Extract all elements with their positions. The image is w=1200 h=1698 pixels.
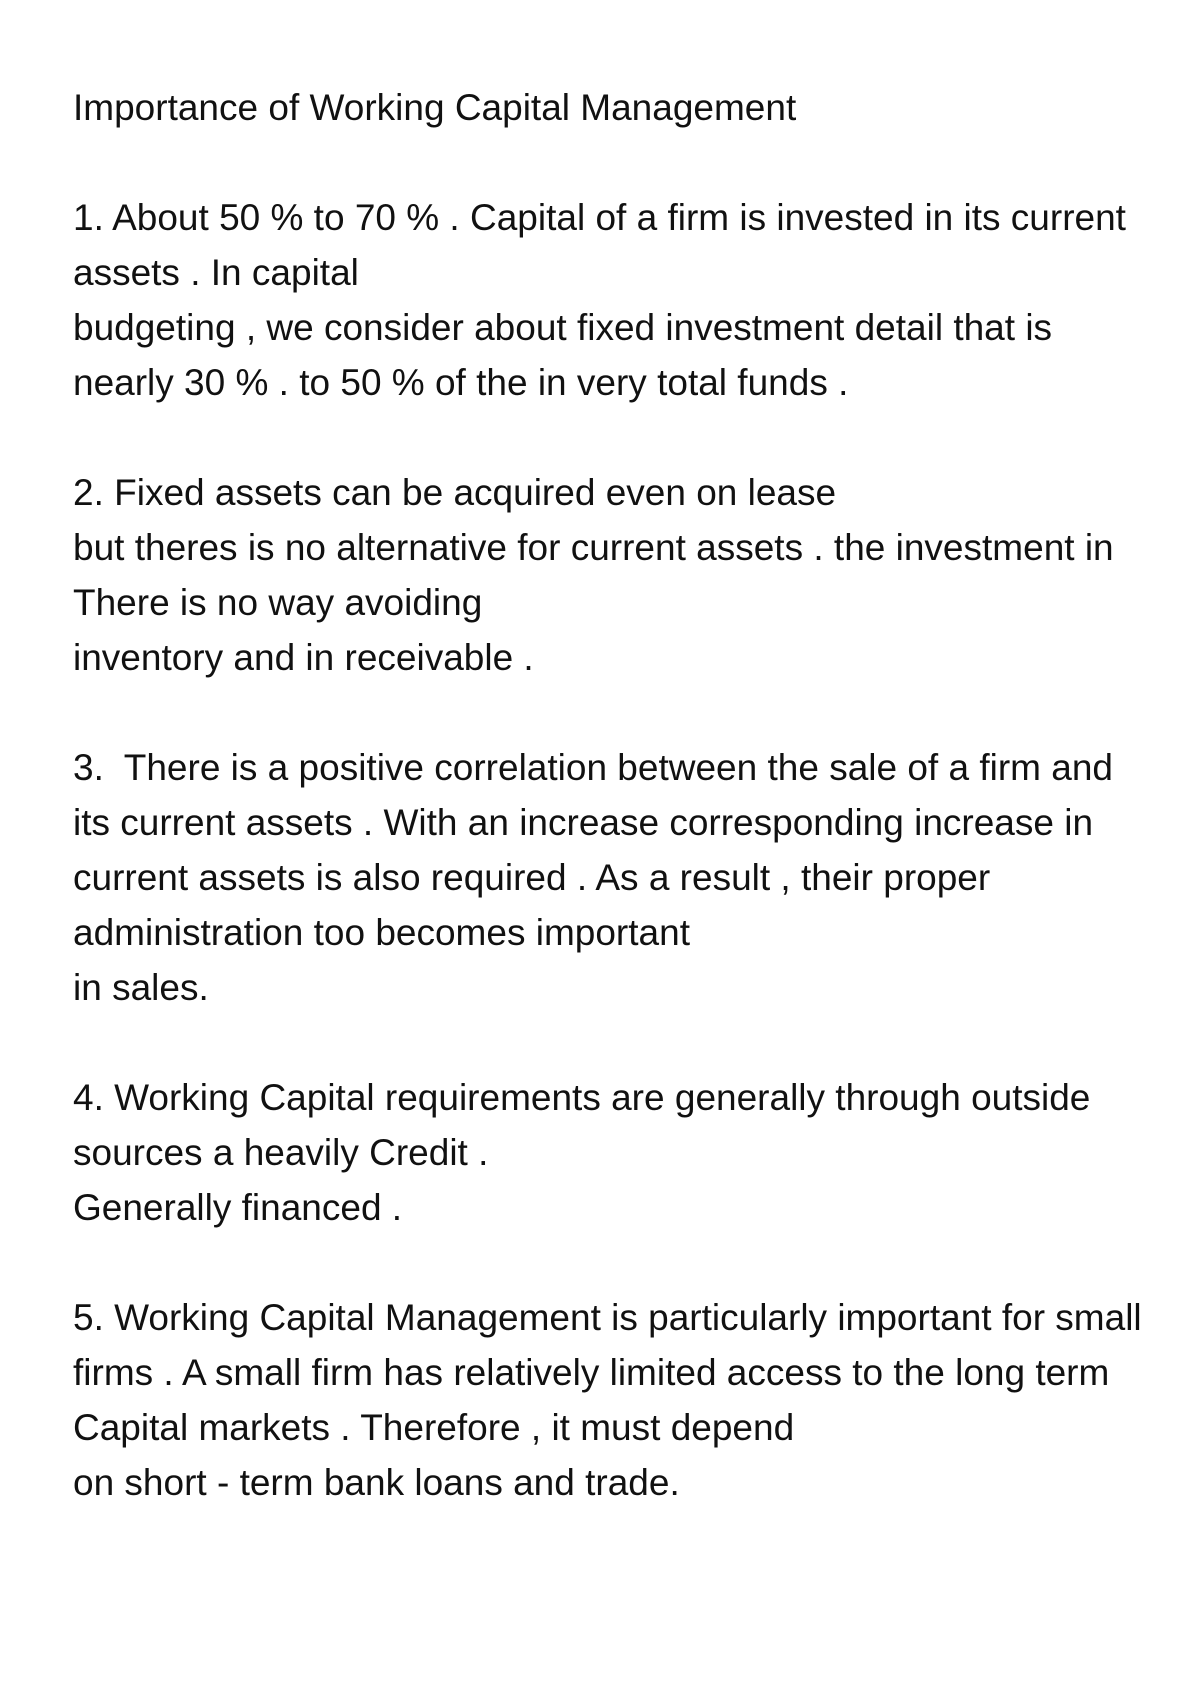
paragraph-line: There is no way avoiding	[73, 582, 483, 623]
paragraph-5	[73, 1290, 1153, 1510]
paragraph-4	[73, 1070, 1153, 1235]
paragraph-line: on short - term bank loans and trade.	[73, 1462, 680, 1503]
paragraph-line: firms . A small firm has relatively limited access to the long term	[73, 1352, 1110, 1393]
paragraph-line: its current assets . With an increase corresponding increase in	[73, 802, 1094, 843]
document-body	[73, 80, 1153, 1565]
paragraph-line: but theres is no alternative for current assets . the investment in	[73, 527, 1114, 568]
paragraph-line: 2. Fixed assets can be acquired even on lease	[73, 472, 837, 513]
document-title: Importance of Working Capital Management	[73, 87, 797, 128]
paragraph-line: inventory and in receivable .	[73, 637, 534, 678]
paragraph-line: nearly 30 % . to 50 % of the in very total funds .	[73, 362, 849, 403]
paragraph-line: budgeting , we consider about fixed investment detail that is	[73, 307, 1053, 348]
paragraph-2	[73, 465, 1153, 685]
paragraph-3	[73, 740, 1153, 1015]
paragraph-line: 4. Working Capital requirements are generally through outside	[73, 1077, 1091, 1118]
paragraph-line: assets . In capital	[73, 252, 359, 293]
paragraph-line: 3. There is a positive correlation between the sale of a firm and	[73, 747, 1113, 788]
paragraph-line: current assets is also required . As a result , their proper	[73, 857, 991, 898]
paragraph-line: 1. About 50 % to 70 % . Capital of a firm is invested in its current	[73, 197, 1126, 238]
paragraph-line: sources a heavily Credit .	[73, 1132, 489, 1173]
paragraph-line: Generally financed .	[73, 1187, 403, 1228]
paragraph-line: in sales.	[73, 967, 209, 1008]
paragraph-line: Capital markets . Therefore , it must depend	[73, 1407, 795, 1448]
paragraph-line: 5. Working Capital Management is particularly important for small	[73, 1297, 1142, 1338]
paragraph-line: administration too becomes important	[73, 912, 690, 953]
paragraph-1	[73, 190, 1153, 410]
